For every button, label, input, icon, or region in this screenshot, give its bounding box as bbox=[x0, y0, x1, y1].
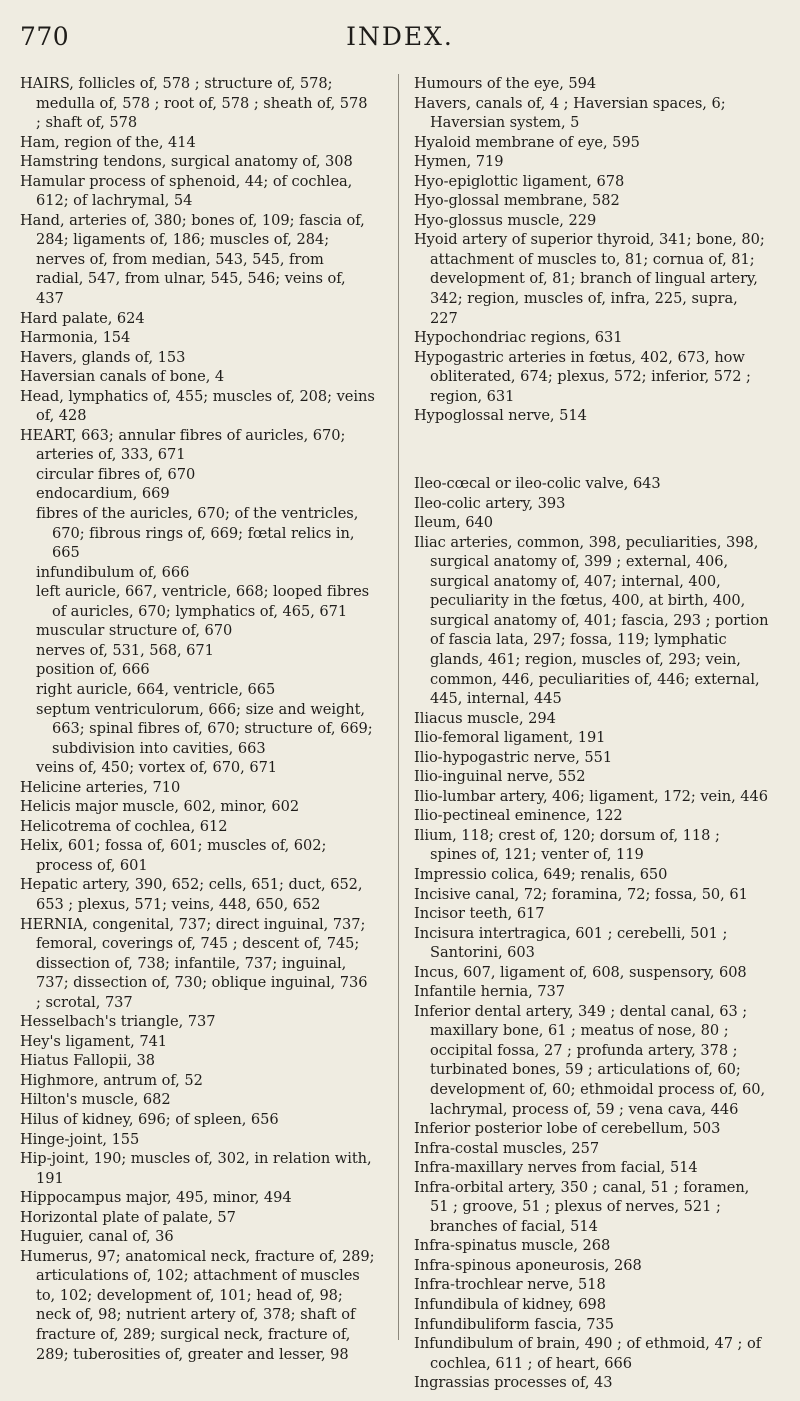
index-entry: position of, 666 bbox=[36, 661, 150, 679]
index-entry: Incisive canal, 72; foramina, 72; fossa, 50, 61 bbox=[414, 885, 748, 903]
index-entry: Haversian canals of bone, 4 bbox=[20, 368, 225, 386]
index-entry: circular fibres of, 670 bbox=[36, 465, 196, 483]
index-entry: Harmonia, 154 bbox=[20, 329, 131, 347]
index-entry: Infundibula of kidney, 698 bbox=[414, 1296, 606, 1313]
index-entry: Hip-joint, 190; muscles of, 302, in relation with, 191 bbox=[20, 1150, 372, 1187]
index-entry: Ileo-cœcal or ileo-colic valve, 643 bbox=[414, 475, 661, 493]
index-entry: Incisura intertragica, 601 ; cerebelli, 501 ; Santorini, 603 bbox=[414, 924, 728, 962]
index-entry: Humours of the eye, 594 bbox=[414, 75, 597, 92]
index-entry: left auricle, 667, ventricle, 668; looped fibres of auricles, 670; lymphatics of, 465, 671 bbox=[36, 583, 370, 620]
index-entry: Hilus of kidney, 696; of spleen, 656 bbox=[20, 1110, 279, 1128]
index-entry: Infra-spinous aponeurosis, 268 bbox=[414, 1256, 642, 1274]
index-entry: Havers, canals of, 4 ; Haversian spaces, 6; Haversian system, 5 bbox=[414, 94, 726, 132]
index-entry: Hyoid artery of superior thyroid, 341; bone, 80; attachment of muscles to, 81; cornua of, 81; development of, 81; branch of lingual artery, 342; region, muscles of, infra, 225, supra, 227 bbox=[414, 231, 765, 327]
index-entry: Infundibulum of brain, 490 ; of ethmoid, 47 ; of cochlea, 611 ; of heart, 666 bbox=[414, 1335, 762, 1372]
index-entry: Havers, glands of, 153 bbox=[20, 348, 186, 366]
index-entry: Ingrassias processes of, 43 bbox=[414, 1374, 613, 1392]
index-entry: Ilio-hypogastric nerve, 551 bbox=[414, 748, 613, 766]
index-entry: Infra-spinatus muscle, 268 bbox=[414, 1237, 611, 1255]
index-entry: Impressio colica, 649; renalis, 650 bbox=[414, 865, 668, 883]
index-entry: fibres of the auricles, 670; of the ventricles, 670; fibrous rings of, 669; fœtal relics in, 665 bbox=[36, 505, 359, 562]
index-entry: Hand, arteries of, 380; bones of, 109; fascia of, 284; ligaments of, 186; muscles of, 284; nerves of, from median, 543, 545, from radial, 547, from ulnar, 545, 546; veins of, 437 bbox=[20, 211, 365, 308]
index-entry: Hyo-glossus muscle, 229 bbox=[414, 211, 597, 229]
index-entry: Helicine arteries, 710 bbox=[20, 778, 181, 796]
index-entry: Hamstring tendons, surgical anatomy of, 308 bbox=[20, 153, 353, 171]
index-entry: Iliacus muscle, 294 bbox=[414, 709, 556, 727]
index-entry: Hamular process of sphenoid, 44; of cochlea, 612; of lachrymal, 54 bbox=[20, 172, 353, 210]
page-number: 770 bbox=[20, 22, 70, 51]
index-entry: Infra-maxillary nerves from facial, 514 bbox=[414, 1159, 698, 1177]
index-entry: Hilton's muscle, 682 bbox=[20, 1091, 171, 1109]
index-entry: Hyo-glossal membrane, 582 bbox=[414, 192, 620, 210]
index-entry: nerves of, 531, 568, 671 bbox=[36, 641, 214, 659]
index-entry: Helicotrema of cochlea, 612 bbox=[20, 817, 228, 835]
index-entry: Inferior dental artery, 349 ; dental canal, 63 ; maxillary bone, 61 ; meatus of nose, 80 ; occipital fossa, 27 ; profunda artery, 378 ; turbinated bones, 59 ; articulations of, 60; development of, 60; ethmoidal process of, 60, lachrymal, process of, 59 ; vena cava, 446 bbox=[414, 1002, 766, 1118]
index-entry: Ilio-lumbar artery, 406; ligament, 172; vein, 446 bbox=[414, 787, 768, 805]
index-entry: Highmore, antrum of, 52 bbox=[20, 1071, 203, 1089]
index-entry: Hypoglossal nerve, 514 bbox=[414, 407, 587, 425]
index-entry: Infra-trochlear nerve, 518 bbox=[414, 1276, 606, 1294]
index-entry: Hiatus Fallopii, 38 bbox=[20, 1052, 156, 1070]
index-entry: Ilio-inguinal nerve, 552 bbox=[414, 768, 586, 786]
index-entry: Horizontal plate of palate, 57 bbox=[20, 1208, 236, 1226]
index-entry: Hyaloid membrane of eye, 595 bbox=[414, 133, 640, 151]
index-entry: right auricle, 664, ventricle, 665 bbox=[36, 680, 276, 698]
index-entry: Head, lymphatics of, 455; muscles of, 208; veins of, 428 bbox=[20, 387, 375, 425]
index-entry: arteries of, 333, 671 bbox=[36, 446, 186, 464]
page-header bbox=[0, 22, 800, 58]
index-entry: Hippocampus major, 495, minor, 494 bbox=[20, 1189, 292, 1207]
index-entry: Inferior posterior lobe of cerebellum, 503 bbox=[414, 1120, 721, 1138]
index-entry: Ilium, 118; crest of, 120; dorsum of, 118 ; spines of, 121; venter of, 119 bbox=[414, 826, 720, 864]
index-entry: septum ventriculorum, 666; size and weight, 663; spinal fibres of, 670; structure of, 669; subdivision into cavities, 663 bbox=[36, 700, 373, 757]
index-entry: Hyo-epiglottic ligament, 678 bbox=[414, 172, 625, 190]
index-gap bbox=[414, 440, 769, 459]
index-entry: Huguier, canal of, 36 bbox=[20, 1228, 174, 1246]
index-entry: HEART, 663; annular fibres of auricles, 670; bbox=[20, 426, 346, 444]
index-entry: Hard palate, 624 bbox=[20, 309, 145, 327]
index-entry: infundibulum of, 666 bbox=[36, 563, 190, 581]
index-entry: Ileo-colic artery, 393 bbox=[414, 494, 566, 512]
index-entry: Ileum, 640 bbox=[414, 514, 493, 532]
index-entry: Iliac arteries, common, 398, peculiarities, 398, surgical anatomy of, 399 ; external, 406, surgical anatomy of, 407; internal, 400, peculiarity in the fœtus, 400, at birth, 400, surgical anatomy of, 401; fascia, 293 ; portion of fascia lata, 297; fossa, 119; lymphatic glands, 461; region, muscles of, 293; vein, common, 446, peculiarities of, 446; external, 445, internal, 445 bbox=[414, 533, 769, 708]
index-entry: Hepatic artery, 390, 652; cells, 651; duct, 652, 653 ; plexus, 571; veins, 448, 650, 652 bbox=[20, 876, 363, 913]
index-entry: Hey's ligament, 741 bbox=[20, 1032, 168, 1050]
index-entry: muscular structure of, 670 bbox=[36, 622, 233, 640]
index-entry: Incus, 607, ligament of, 608, suspensory, 608 bbox=[414, 963, 747, 981]
index-column-right bbox=[414, 74, 769, 1393]
index-entry: Ilio-femoral ligament, 191 bbox=[414, 729, 606, 747]
index-entry: Infra-costal muscles, 257 bbox=[414, 1139, 600, 1157]
index-entry: Incisor teeth, 617 bbox=[414, 905, 545, 923]
index-entry: Helicis major muscle, 602, minor, 602 bbox=[20, 798, 300, 816]
running-title: INDEX. bbox=[346, 22, 454, 51]
index-entry: Hymen, 719 bbox=[414, 153, 504, 171]
index-entry: Infra-orbital artery, 350 ; canal, 51 ; foramen, 51 ; groove, 51 ; plexus of nerves, 521 ; branches of facial, 514 bbox=[414, 1178, 750, 1235]
index-entry: Hinge-joint, 155 bbox=[20, 1130, 140, 1148]
index-entry: Humerus, 97; anatomical neck, fracture of, 289; articulations of, 102; attachment of muscles to, 102; development of, 101; head of, 98; neck of, 98; nutrient artery of, 378; shaft of fracture of, 289; surgical neck, fracture of, 289; tuberosities of, greater and lesser, 98 bbox=[20, 1247, 375, 1363]
index-entry: Ilio-pectineal eminence, 122 bbox=[414, 807, 623, 825]
index-entry: veins of, 450; vortex of, 670, 671 bbox=[36, 759, 278, 777]
index-column-left bbox=[20, 74, 375, 1364]
index-entry: Hesselbach's triangle, 737 bbox=[20, 1013, 216, 1031]
index-entry: Infundibuliform fascia, 735 bbox=[414, 1315, 615, 1333]
index-entry: Helix, 601; fossa of, 601; muscles of, 602; process of, 601 bbox=[20, 837, 327, 874]
index-entry: HAIRS, follicles of, 578 ; structure of, 578; medulla of, 578 ; root of, 578 ; sheath of, 578 ; shaft of, 578 bbox=[20, 75, 368, 132]
index-entry: Hypogastric arteries in fœtus, 402, 673, how obliterated, 674; plexus, 572; inferior, 572 ; region, 631 bbox=[414, 348, 751, 405]
index-entry: Ham, region of the, 414 bbox=[20, 133, 196, 151]
index-entry: Hypochondriac regions, 631 bbox=[414, 329, 623, 347]
index-entry: HERNIA, congenital, 737; direct inguinal, 737; femoral, coverings of, 745 ; descent of, 745; dissection of, 738; infantile, 737; inguinal, 737; dissection of, 730; oblique inguinal, 736 ; scrotal, 737 bbox=[20, 915, 368, 1011]
column-divider bbox=[398, 74, 399, 1340]
index-entry: Infantile hernia, 737 bbox=[414, 983, 566, 1001]
index-entry: endocardium, 669 bbox=[36, 485, 170, 503]
